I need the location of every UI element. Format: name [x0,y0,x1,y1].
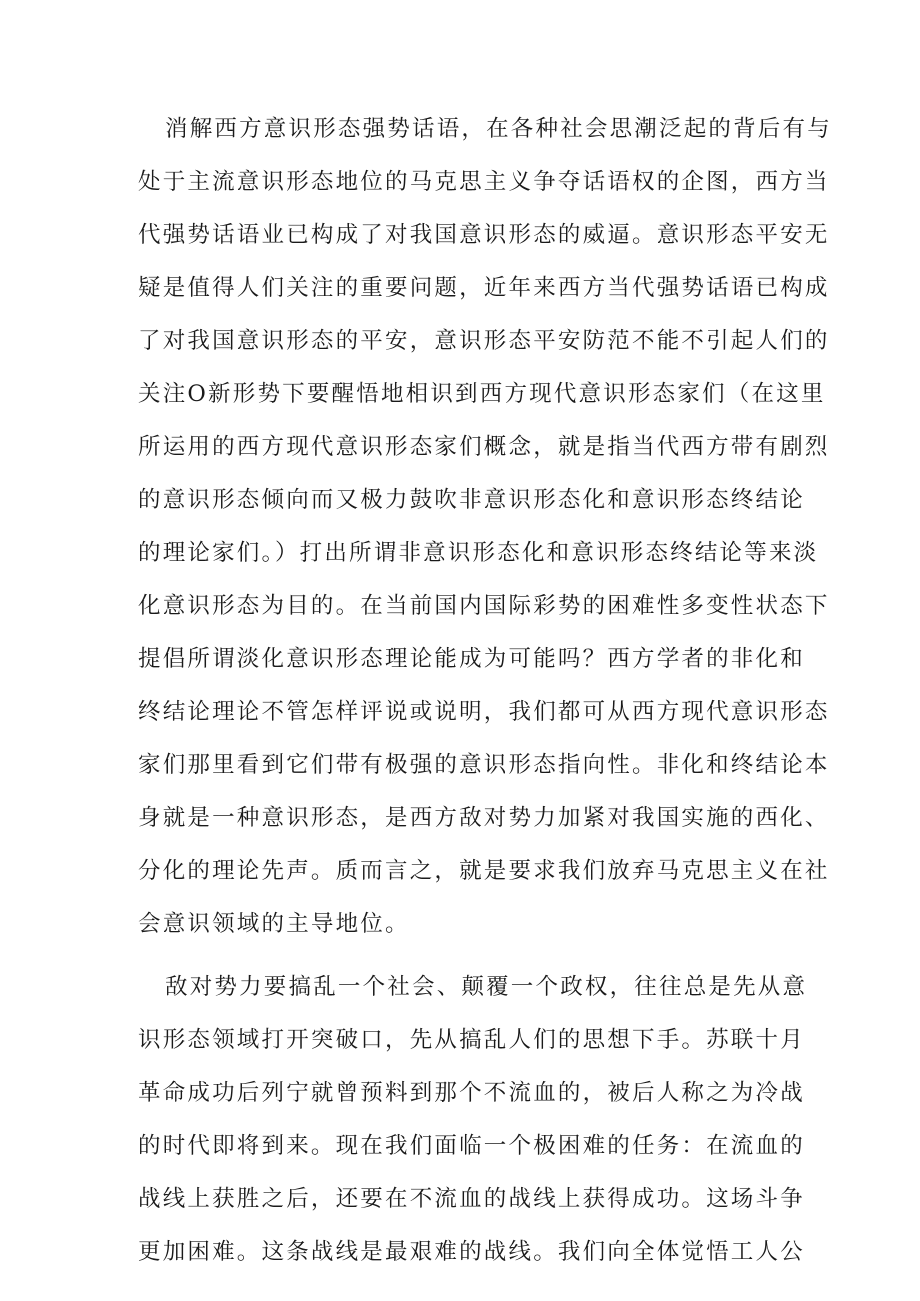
document-body [138,103,832,1279]
paragraph-line: 处于主流意识形态地位的马克思主义争夺话语权的企图，西方当 [138,169,830,195]
paragraph-line: 更加困难。这条战线是最艰难的战线。我们向全体觉悟工人公 [138,1239,805,1265]
paragraph-line: 提倡所谓淡化意识形态理论能成为可能吗？西方学者的非化和 [138,646,805,672]
paragraph-line: 分化的理论先声。质而言之，就是要求我们放弃马克思主义在社 [138,858,830,884]
paragraph-line: 的理论家们。）打出所谓非意识形态化和意识形态终结论等来淡 [138,540,819,566]
paragraph-line: 会意识领域的主导地位。 [138,911,410,937]
paragraph-line: 所运用的西方现代意识形态家们概念，就是指当代西方带有剧烈 [138,434,830,460]
paragraph-line: 的意识形态倾向而又极力鼓吹非意识形态化和意识形态终结论 [138,487,805,513]
paragraph-line: 疑是值得人们关注的重要问题，近年来西方当代强势话语已构成 [138,275,830,301]
paragraph-line: 化意识形态为目的。在当前国内国际彩势的困难性多变性状态下 [138,593,830,619]
paragraph-line: 消解西方意识形态强势话语，在各种社会思潮泛起的背后有与 [165,116,832,142]
paragraph-line: 身就是一种意识形态，是西方敌对势力加紧对我国实施的西化、 [138,805,830,831]
paragraph-2 [138,961,808,1279]
paragraph-line: 战线上获胜之后，还要在不流血的战线上获得成功。这场斗争 [138,1186,805,1212]
paragraph-line: 关注O新形势下要醒悟地相识到西方现代意识形态家们（在这里 [138,381,826,407]
paragraph-1 [138,103,832,951]
paragraph-line: 敌对势力要搞乱一个社会、颠覆一个政权，往往总是先从意 [165,974,808,1000]
paragraph-spacer [138,951,798,961]
paragraph-line: 家们那里看到它们带有极强的意识形态指向性。非化和终结论本 [138,752,830,778]
paragraph-line: 识形态领域打开突破口，先从搞乱人们的思想下手。苏联十月 [138,1027,805,1053]
paragraph-line: 终结论理论不管怎样评说或说明，我们都可从西方现代意识形态 [138,699,830,725]
paragraph-line: 革命成功后列宁就曾预料到那个不流血的，被后人称之为冷战 [138,1080,805,1106]
paragraph-line: 的时代即将到来。现在我们面临一个极困难的任务：在流血的 [138,1133,805,1159]
paragraph-line: 了对我国意识形态的平安，意识形态平安防范不能不引起人们的 [138,328,830,354]
paragraph-line: 代强势话语业已构成了对我国意识形态的威逼。意识形态平安无 [138,222,830,248]
